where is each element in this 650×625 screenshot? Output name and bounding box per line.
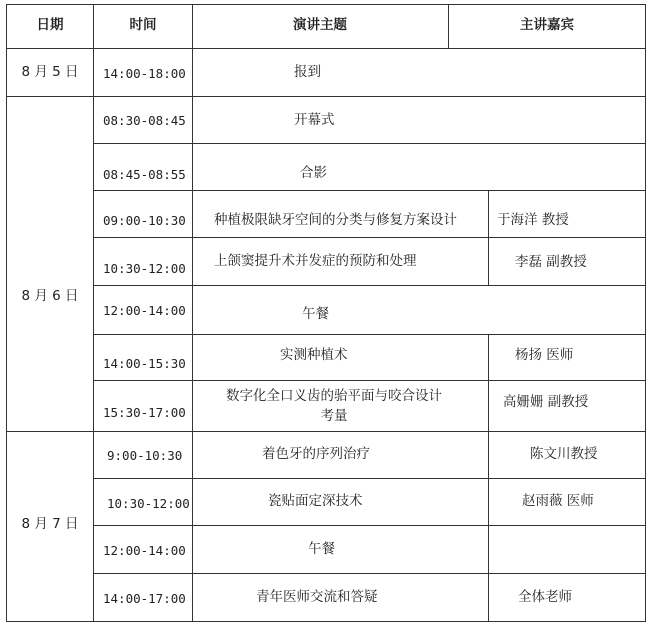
time-cell: 09:00-10:30 <box>103 213 186 228</box>
speaker-cell: 杨扬 医师 <box>515 347 574 363</box>
speaker-cell: 李磊 副教授 <box>515 254 587 270</box>
time-cell: 10:30-12:00 <box>103 261 186 276</box>
time-cell: 14:00-15:30 <box>103 356 186 371</box>
time-cell: 12:00-14:00 <box>103 303 186 318</box>
time-cell: 08:30-08:45 <box>103 113 186 128</box>
date-cell: 8 月 7 日 <box>21 516 79 532</box>
header-speaker: 主讲嘉宾 <box>520 17 574 33</box>
header-time: 时间 <box>129 17 157 33</box>
speaker-cell: 陈文川教授 <box>530 446 598 462</box>
date-cell: 8 月 6 日 <box>21 288 79 304</box>
speaker-cell: 全体老师 <box>518 589 572 605</box>
date-cell: 8 月 5 日 <box>21 64 79 80</box>
time-cell: 12:00-14:00 <box>103 543 186 558</box>
topic-cell: 青年医师交流和答疑 <box>256 589 378 605</box>
speaker-cell: 高姗姗 副教授 <box>503 394 589 410</box>
topic-cell: 种植极限缺牙空间的分类与修复方案设计 <box>214 212 457 228</box>
time-cell: 15:30-17:00 <box>103 405 186 420</box>
topic-cell: 实测种植术 <box>280 347 348 363</box>
time-cell: 14:00-17:00 <box>103 591 186 606</box>
speaker-cell: 于海洋 教授 <box>497 212 569 228</box>
schedule-table <box>6 4 646 622</box>
topic-cell: 上颌窦提升术并发症的预防和处理 <box>214 253 417 269</box>
time-cell: 9:00-10:30 <box>107 448 183 463</box>
topic-cell: 午餐 <box>302 306 329 322</box>
time-cell: 08:45-08:55 <box>103 167 186 182</box>
topic-cell: 午餐 <box>308 541 335 557</box>
time-cell: 14:00-18:00 <box>103 66 186 81</box>
topic-cell: 瓷贴面定深技术 <box>268 493 363 509</box>
header-topic: 演讲主题 <box>293 17 347 33</box>
topic-cell: 数字化全口义齿的骀平面与咬合设计考量 <box>226 388 442 424</box>
speaker-cell: 赵雨薇 医师 <box>522 493 594 509</box>
topic-cell: 着色牙的序列治疗 <box>262 446 370 462</box>
header-date: 日期 <box>36 17 64 33</box>
topic-cell: 报到 <box>294 64 321 80</box>
time-cell: 10:30-12:00 <box>107 496 190 511</box>
topic-cell: 合影 <box>300 165 327 181</box>
topic-cell: 开幕式 <box>294 112 335 128</box>
